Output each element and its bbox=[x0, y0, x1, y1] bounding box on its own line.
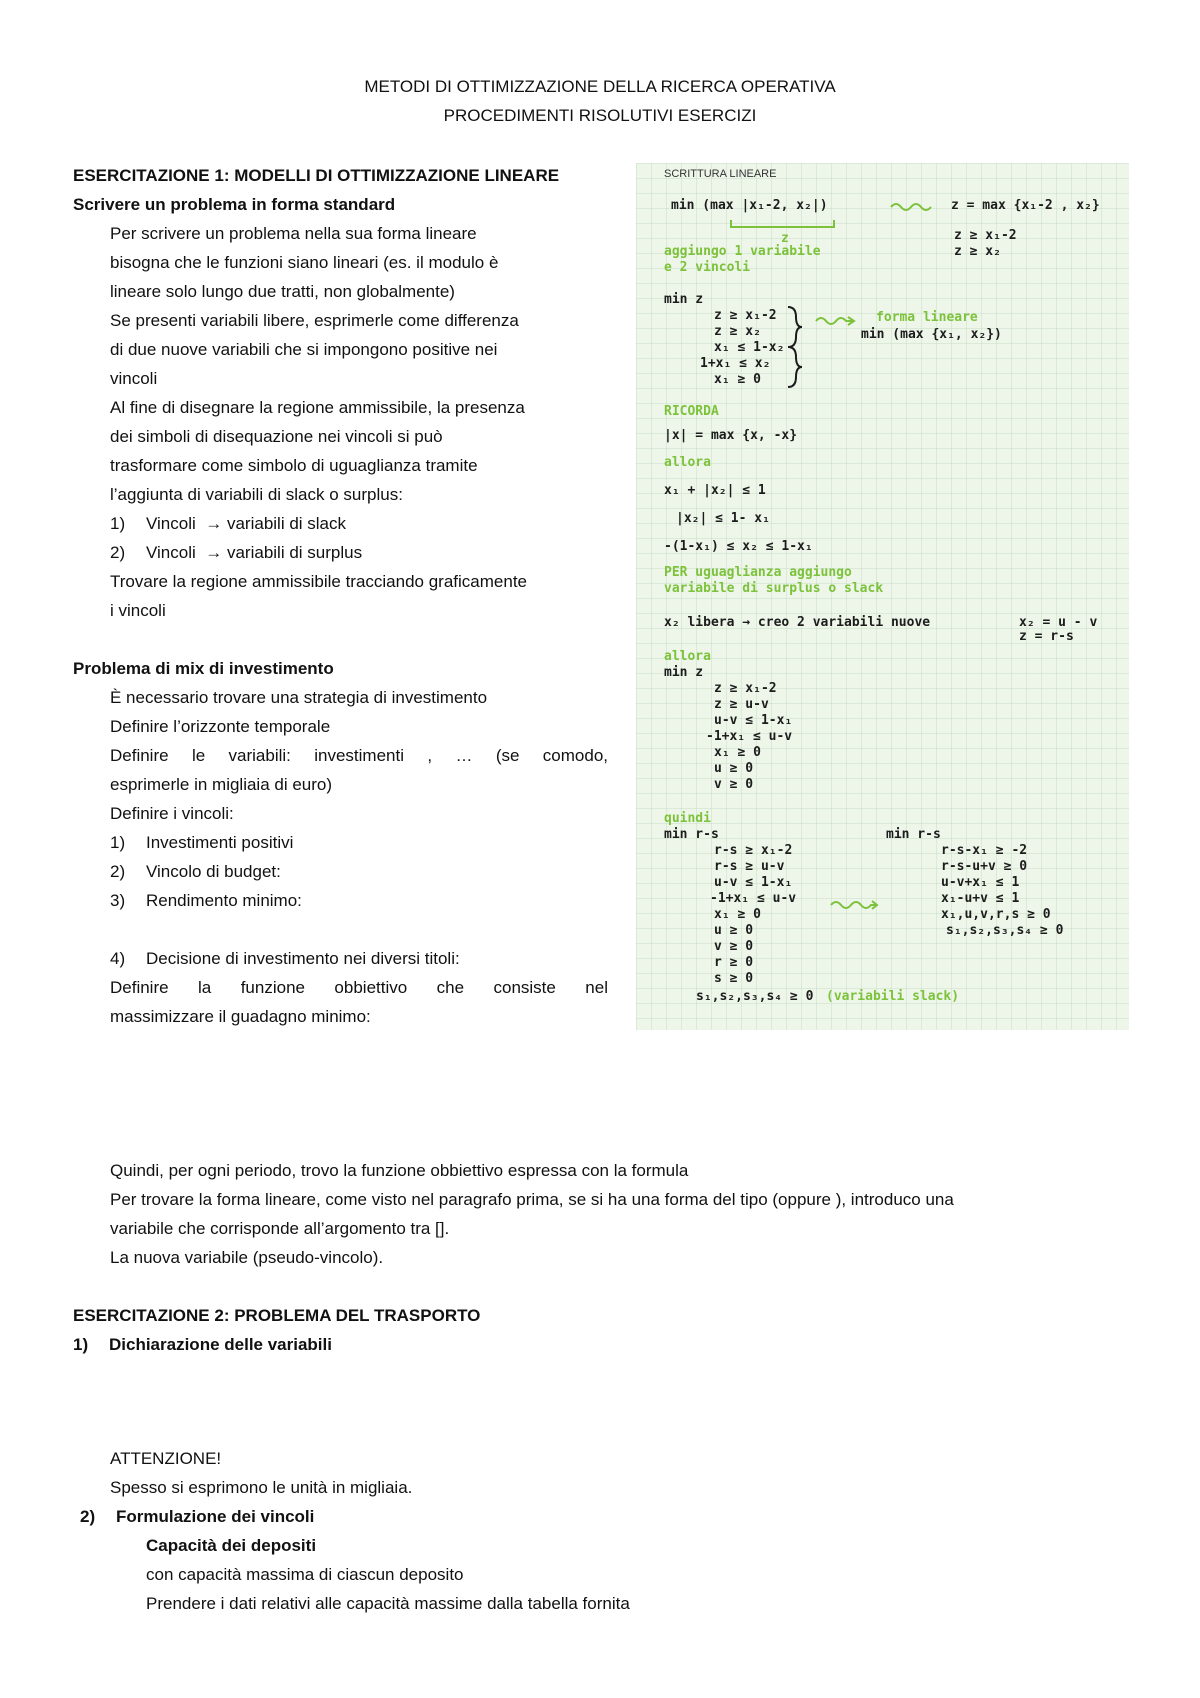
notes-text: u ≥ 0 bbox=[714, 761, 754, 776]
notes-text: u ≥ 0 bbox=[714, 923, 754, 938]
mix-line: Definire l’orizzonte temporale bbox=[110, 717, 331, 736]
mix-objective-line: Definire la funzione obbiettivo che consiste nel bbox=[110, 978, 608, 997]
notes-text: z = r-s bbox=[1019, 629, 1074, 644]
notes-text: x₁ ≥ 0 bbox=[714, 372, 761, 387]
capacity-line: Prendere i dati relativi alle capacità massime dalla tabella fornita bbox=[146, 1594, 630, 1613]
notes-text: v ≥ 0 bbox=[714, 939, 754, 954]
notes-text: |x| = max {x, -x} bbox=[664, 428, 798, 443]
section1-line: i vincoli bbox=[110, 601, 166, 620]
mix-line: esprimerle in migliaia di euro) bbox=[110, 775, 333, 794]
notes-text: z ≥ x₁-2 bbox=[714, 681, 777, 696]
list-item bbox=[110, 862, 281, 882]
section2-step1 bbox=[73, 1335, 332, 1355]
document-title-line2: PROCEDIMENTI RISOLUTIVI ESERCIZI bbox=[443, 106, 757, 125]
notes-text: min (max {x₁, x₂}) bbox=[861, 327, 1002, 342]
notes-text: r-s ≥ u-v bbox=[714, 859, 785, 874]
mix-wide-line: Quindi, per ogni periodo, trovo la funzione obbiettivo espressa con la formula bbox=[110, 1161, 689, 1180]
mix-wide-line: La nuova variabile (pseudo-vincolo). bbox=[110, 1248, 384, 1267]
section1-line: dei simboli di disequazione nei vincoli si può bbox=[110, 427, 443, 446]
section1-line: Al fine di disegnare la regione ammissibile, la presenza bbox=[110, 398, 525, 417]
handwritten-notes-image bbox=[636, 163, 1129, 1030]
list-item bbox=[110, 543, 362, 563]
mix-wide-line: variabile che corrisponde all’argomento tra []. bbox=[110, 1219, 450, 1238]
list-number: 4) bbox=[110, 949, 126, 968]
section1-line: l’aggiunta di variabili di slack o surplus: bbox=[110, 485, 403, 504]
notes-text: s₁,s₂,s₃,s₄ ≥ 0 bbox=[696, 989, 814, 1004]
notes-green-text: aggiungo 1 variabile bbox=[664, 244, 821, 259]
section1-subheading: Scrivere un problema in forma standard bbox=[73, 195, 396, 214]
mix-objective-line: massimizzare il guadagno minimo: bbox=[110, 1007, 371, 1026]
arrow-icon: → bbox=[205, 514, 223, 533]
notes-text: x₂ = u - v bbox=[1019, 615, 1098, 630]
list-item bbox=[110, 833, 293, 853]
list-item bbox=[110, 891, 302, 911]
section1-line: lineare solo lungo due tratti, non globalmente) bbox=[110, 282, 455, 301]
attention-text: Spesso si esprimono le unità in migliaia. bbox=[110, 1478, 413, 1497]
notes-text: min r-s bbox=[664, 827, 719, 842]
section1-line: Se presenti variabili libere, esprimerle come differenza bbox=[110, 311, 519, 330]
notes-text: -(1-x₁) ≤ x₂ ≤ 1-x₁ bbox=[664, 539, 813, 554]
section1-line: trasformare come simbolo di uguaglianza tramite bbox=[110, 456, 478, 475]
notes-text: -1+x₁ ≤ u-v bbox=[706, 729, 793, 744]
notes-text: z ≥ x₂ bbox=[954, 244, 1001, 259]
list-number: 2) bbox=[110, 543, 126, 562]
notes-text: min z bbox=[664, 665, 704, 680]
notes-green-text: z bbox=[781, 231, 789, 246]
capacity-heading: Capacità dei depositi bbox=[146, 1536, 317, 1555]
notes-text: z ≥ u-v bbox=[714, 697, 769, 712]
list-item bbox=[110, 949, 460, 969]
notes-text: r-s-u+v ≥ 0 bbox=[941, 859, 1028, 874]
notes-green-text: RICORDA bbox=[664, 404, 719, 419]
notes-green-text: quindi bbox=[664, 811, 711, 826]
list-text: Dichiarazione delle variabili bbox=[109, 1335, 332, 1354]
mix-heading: Problema di mix di investimento bbox=[73, 659, 334, 678]
list-number: 3) bbox=[110, 891, 126, 910]
notes-green-text: e 2 vincoli bbox=[664, 260, 751, 275]
notes-text: z ≥ x₁-2 bbox=[714, 308, 777, 323]
notes-green-text: (variabili slack) bbox=[826, 989, 960, 1004]
notes-text: -1+x₁ ≤ u-v bbox=[710, 891, 797, 906]
notes-text: s ≥ 0 bbox=[714, 971, 754, 986]
notes-text: u-v+x₁ ≤ 1 bbox=[941, 875, 1020, 890]
list-text: Vincolo di budget: bbox=[146, 862, 281, 881]
list-number: 1) bbox=[110, 514, 126, 533]
notes-text: z = max {x₁-2 , x₂} bbox=[951, 198, 1100, 213]
notes-text: x₁ ≥ 0 bbox=[714, 745, 761, 760]
list-text: Vincoli bbox=[146, 543, 196, 562]
list-number: 1) bbox=[73, 1335, 89, 1354]
attention-label: ATTENZIONE! bbox=[110, 1449, 222, 1468]
notes-text: x₁,u,v,r,s ≥ 0 bbox=[941, 907, 1051, 922]
section1-line: di due nuove variabili che si impongono positive nei bbox=[110, 340, 498, 359]
section2-step2 bbox=[80, 1507, 314, 1527]
list-text: variabili di slack bbox=[226, 514, 347, 533]
mix-line: È necessario trovare una strategia di investimento bbox=[110, 688, 488, 707]
list-text: Investimenti positivi bbox=[146, 833, 294, 852]
section1-line: vincoli bbox=[110, 369, 158, 388]
mix-line: Definire le variabili: investimenti , … (se comodo, bbox=[110, 746, 608, 765]
section2-heading: ESERCITAZIONE 2: PROBLEMA DEL TRASPORTO bbox=[73, 1306, 481, 1325]
notes-text: r ≥ 0 bbox=[714, 955, 754, 970]
notes-text: r-s-x₁ ≥ -2 bbox=[941, 843, 1028, 858]
notes-text: x₂ libera → creo 2 variabili nuove bbox=[664, 615, 931, 630]
notes-text: min z bbox=[664, 292, 704, 307]
notes-green-text: PER uguaglianza aggiungo bbox=[664, 565, 852, 580]
notes-text: z ≥ x₂ bbox=[714, 324, 761, 339]
notes-text: u-v ≤ 1-x₁ bbox=[714, 713, 793, 728]
notes-text: x₁ + |x₂| ≤ 1 bbox=[664, 483, 766, 498]
section1-line: Per scrivere un problema nella sua forma lineare bbox=[110, 224, 477, 243]
notes-text: r-s ≥ x₁-2 bbox=[714, 843, 793, 858]
section1-line: Trovare la regione ammissibile tracciando graficamente bbox=[110, 572, 527, 591]
document-title-line1: METODI DI OTTIMIZZAZIONE DELLA RICERCA OPERATIVA bbox=[364, 77, 836, 96]
mix-line: Definire i vincoli: bbox=[110, 804, 234, 823]
notes-green-text: variabile di surplus o slack bbox=[664, 581, 884, 596]
notes-green-text: allora bbox=[664, 649, 711, 664]
notes-text: z ≥ x₁-2 bbox=[954, 228, 1017, 243]
section1-line: bisogna che le funzioni siano lineari (es. il modulo è bbox=[110, 253, 499, 272]
notes-text: |x₂| ≤ 1- x₁ bbox=[676, 511, 770, 526]
list-number: 2) bbox=[80, 1507, 96, 1526]
capacity-line: con capacità massima di ciascun deposito bbox=[146, 1565, 464, 1584]
list-text: Formulazione dei vincoli bbox=[116, 1507, 315, 1526]
notes-text: 1+x₁ ≤ x₂ bbox=[700, 356, 771, 371]
notes-text: x₁-u+v ≤ 1 bbox=[941, 891, 1020, 906]
list-number: 2) bbox=[110, 862, 126, 881]
section1-heading: ESERCITAZIONE 1: MODELLI DI OTTIMIZZAZIONE LINEARE bbox=[73, 166, 560, 185]
notes-text: x₁ ≤ 1-x₂ bbox=[714, 340, 785, 355]
mix-wide-line: Per trovare la forma lineare, come visto nel paragrafo prima, se si ha una forma del tipo (oppure ), introduco una bbox=[110, 1190, 954, 1209]
list-text: Decisione di investimento nei diversi titoli: bbox=[146, 949, 460, 968]
notes-text: s₁,s₂,s₃,s₄ ≥ 0 bbox=[946, 923, 1064, 938]
notes-title: SCRITTURA LINEARE bbox=[664, 168, 777, 180]
list-item bbox=[110, 514, 346, 534]
list-text: Vincoli bbox=[146, 514, 196, 533]
notes-text: min r-s bbox=[886, 827, 941, 842]
list-text: variabili di surplus bbox=[226, 543, 363, 562]
arrow-icon: → bbox=[205, 543, 223, 562]
notes-green-text: forma lineare bbox=[876, 310, 978, 325]
notes-text: x₁ ≥ 0 bbox=[714, 907, 761, 922]
notes-green-text: allora bbox=[664, 455, 711, 470]
notes-text: v ≥ 0 bbox=[714, 777, 754, 792]
notes-text: u-v ≤ 1-x₁ bbox=[714, 875, 793, 890]
list-number: 1) bbox=[110, 833, 126, 852]
notes-text: min (max |x₁-2, x₂|) bbox=[671, 198, 828, 213]
list-text: Rendimento minimo: bbox=[146, 891, 302, 910]
